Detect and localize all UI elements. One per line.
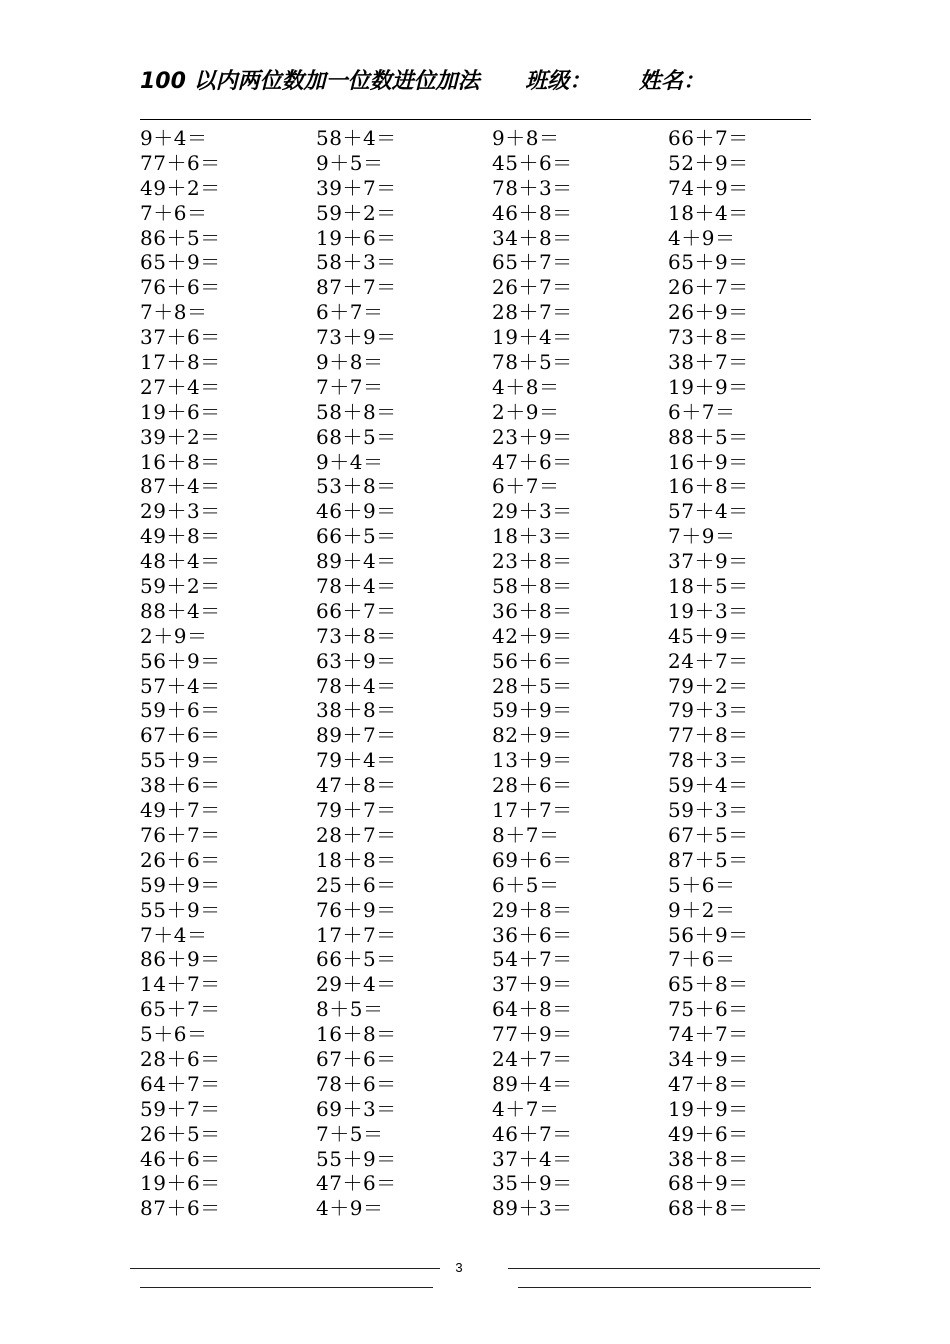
problem-cell: 66＋7＝ bbox=[668, 126, 749, 150]
problem-row bbox=[140, 151, 844, 176]
problem-row bbox=[140, 972, 844, 997]
problem-cell: 19＋4＝ bbox=[492, 325, 573, 350]
problem-cell: 27＋4＝ bbox=[140, 374, 221, 399]
problem-row bbox=[140, 474, 844, 499]
problem-cell: 73＋9＝ bbox=[316, 325, 397, 350]
problem-cell: 25＋6＝ bbox=[316, 872, 397, 897]
problem-cell: 16＋9＝ bbox=[668, 449, 749, 474]
problem-cell: 9＋8＝ bbox=[316, 350, 384, 375]
problem-cell: 6＋7＝ bbox=[492, 474, 560, 499]
problem-cell: 57＋4＝ bbox=[140, 673, 221, 698]
problem-cell: 37＋4＝ bbox=[492, 1146, 573, 1171]
problem-cell: 73＋8＝ bbox=[316, 623, 397, 648]
problem-cell: 7＋7＝ bbox=[316, 374, 384, 399]
problem-cell: 66＋7＝ bbox=[316, 598, 397, 623]
problem-row bbox=[140, 748, 844, 773]
problem-cell: 58＋3＝ bbox=[316, 250, 397, 275]
problem-cell: 35＋9＝ bbox=[492, 1171, 573, 1196]
problem-row bbox=[140, 674, 844, 699]
problem-cell: 67＋6＝ bbox=[316, 1046, 397, 1071]
problem-cell: 2＋9＝ bbox=[492, 399, 560, 424]
footer-line bbox=[518, 1287, 811, 1288]
problem-cell: 86＋5＝ bbox=[140, 225, 221, 250]
problem-cell: 47＋8＝ bbox=[668, 1071, 749, 1096]
problem-cell: 13＋9＝ bbox=[492, 748, 573, 773]
problem-cell: 65＋7＝ bbox=[492, 250, 573, 275]
problem-row bbox=[140, 624, 844, 649]
problem-cell: 19＋6＝ bbox=[316, 225, 397, 250]
problem-cell: 59＋3＝ bbox=[668, 798, 749, 823]
problem-cell: 58＋8＝ bbox=[316, 399, 397, 424]
problem-cell: 89＋4＝ bbox=[316, 549, 397, 574]
problem-cell: 79＋2＝ bbox=[668, 673, 749, 698]
page-number: 3 bbox=[450, 1260, 468, 1275]
problem-row bbox=[140, 250, 844, 275]
worksheet-title: 100 以内两位数加一位数进位加法 bbox=[140, 69, 480, 94]
problem-cell: 77＋9＝ bbox=[492, 1022, 573, 1047]
problem-cell: 58＋4＝ bbox=[316, 126, 397, 150]
problem-cell: 38＋8＝ bbox=[316, 698, 397, 723]
problem-cell: 16＋8＝ bbox=[316, 1022, 397, 1047]
problem-cell: 6＋7＝ bbox=[668, 399, 736, 424]
problem-cell: 18＋4＝ bbox=[668, 200, 749, 225]
problem-cell: 34＋9＝ bbox=[668, 1046, 749, 1071]
problem-cell: 5＋6＝ bbox=[140, 1022, 208, 1047]
problem-cell: 53＋8＝ bbox=[316, 474, 397, 499]
problem-row bbox=[140, 1196, 844, 1221]
problem-cell: 77＋8＝ bbox=[668, 723, 749, 748]
problem-cell: 54＋7＝ bbox=[492, 947, 573, 972]
problem-cell: 46＋8＝ bbox=[492, 200, 573, 225]
problem-cell: 46＋9＝ bbox=[316, 499, 397, 524]
problem-cell: 69＋6＝ bbox=[492, 847, 573, 872]
problem-cell: 26＋9＝ bbox=[668, 300, 749, 325]
problem-cell: 66＋5＝ bbox=[316, 947, 397, 972]
problem-row bbox=[140, 176, 844, 201]
problem-row bbox=[140, 723, 844, 748]
problem-cell: 28＋5＝ bbox=[492, 673, 573, 698]
footer-line bbox=[508, 1268, 820, 1269]
problem-cell: 52＋9＝ bbox=[668, 150, 749, 175]
problem-cell: 86＋9＝ bbox=[140, 947, 221, 972]
problem-cell: 64＋8＝ bbox=[492, 997, 573, 1022]
problem-row bbox=[140, 823, 844, 848]
problem-row bbox=[140, 1072, 844, 1097]
problem-cell: 59＋6＝ bbox=[140, 698, 221, 723]
problem-cell: 87＋6＝ bbox=[140, 1196, 221, 1221]
problem-cell: 9＋8＝ bbox=[492, 126, 560, 150]
problem-cell: 45＋9＝ bbox=[668, 623, 749, 648]
problem-row bbox=[140, 599, 844, 624]
problem-cell: 6＋5＝ bbox=[492, 872, 560, 897]
problem-cell: 9＋5＝ bbox=[316, 150, 384, 175]
problem-cell: 19＋3＝ bbox=[668, 598, 749, 623]
problem-cell: 78＋3＝ bbox=[668, 748, 749, 773]
problem-cell: 66＋5＝ bbox=[316, 524, 397, 549]
problem-cell: 8＋5＝ bbox=[316, 997, 384, 1022]
problem-cell: 47＋6＝ bbox=[316, 1171, 397, 1196]
problem-cell: 49＋7＝ bbox=[140, 798, 221, 823]
problem-row bbox=[140, 450, 844, 475]
problem-cell: 64＋7＝ bbox=[140, 1071, 221, 1096]
problem-cell: 49＋2＝ bbox=[140, 175, 221, 200]
problem-cell: 4＋9＝ bbox=[668, 225, 736, 250]
problem-cell: 75＋6＝ bbox=[668, 997, 749, 1022]
problem-cell: 76＋7＝ bbox=[140, 822, 221, 847]
problem-cell: 87＋5＝ bbox=[668, 847, 749, 872]
problem-cell: 29＋3＝ bbox=[140, 499, 221, 524]
problem-cell: 17＋8＝ bbox=[140, 350, 221, 375]
problem-cell: 59＋9＝ bbox=[140, 872, 221, 897]
problem-cell: 29＋8＝ bbox=[492, 897, 573, 922]
problem-cell: 9＋4＝ bbox=[140, 126, 208, 150]
problem-cell: 78＋5＝ bbox=[492, 350, 573, 375]
problem-cell: 87＋7＝ bbox=[316, 275, 397, 300]
problem-cell: 28＋7＝ bbox=[492, 300, 573, 325]
problem-cell: 39＋7＝ bbox=[316, 175, 397, 200]
problem-cell: 89＋7＝ bbox=[316, 723, 397, 748]
problem-cell: 65＋9＝ bbox=[668, 250, 749, 275]
problem-cell: 49＋8＝ bbox=[140, 524, 221, 549]
problem-row bbox=[140, 325, 844, 350]
problem-cell: 46＋6＝ bbox=[140, 1146, 221, 1171]
problem-cell: 23＋9＝ bbox=[492, 424, 573, 449]
problem-cell: 38＋6＝ bbox=[140, 773, 221, 798]
problem-cell: 26＋7＝ bbox=[668, 275, 749, 300]
problem-cell: 7＋8＝ bbox=[140, 300, 208, 325]
problem-cell: 38＋8＝ bbox=[668, 1146, 749, 1171]
problem-cell: 17＋7＝ bbox=[492, 798, 573, 823]
problem-cell: 56＋6＝ bbox=[492, 648, 573, 673]
problem-row bbox=[140, 773, 844, 798]
problem-row bbox=[140, 698, 844, 723]
problem-cell: 18＋8＝ bbox=[316, 847, 397, 872]
problem-cell: 59＋2＝ bbox=[140, 574, 221, 599]
problem-cell: 59＋4＝ bbox=[668, 773, 749, 798]
worksheet-header bbox=[140, 64, 705, 95]
problem-cell: 16＋8＝ bbox=[668, 474, 749, 499]
problem-cell: 37＋6＝ bbox=[140, 325, 221, 350]
problem-cell: 67＋5＝ bbox=[668, 822, 749, 847]
problem-cell: 78＋3＝ bbox=[492, 175, 573, 200]
problem-cell: 36＋6＝ bbox=[492, 922, 573, 947]
problem-cell: 9＋4＝ bbox=[316, 449, 384, 474]
problem-cell: 79＋4＝ bbox=[316, 748, 397, 773]
problem-row bbox=[140, 226, 844, 251]
problem-cell: 55＋9＝ bbox=[140, 748, 221, 773]
problem-cell: 42＋9＝ bbox=[492, 623, 573, 648]
problem-cell: 24＋7＝ bbox=[668, 648, 749, 673]
problem-cell: 76＋6＝ bbox=[140, 275, 221, 300]
problem-cell: 28＋6＝ bbox=[492, 773, 573, 798]
problem-row bbox=[140, 549, 844, 574]
problem-cell: 9＋2＝ bbox=[668, 897, 736, 922]
problem-cell: 89＋3＝ bbox=[492, 1196, 573, 1221]
problem-row bbox=[140, 848, 844, 873]
problem-cell: 24＋7＝ bbox=[492, 1046, 573, 1071]
problem-cell: 88＋4＝ bbox=[140, 598, 221, 623]
problem-row bbox=[140, 300, 844, 325]
problem-row bbox=[140, 574, 844, 599]
problem-cell: 65＋8＝ bbox=[668, 972, 749, 997]
problem-cell: 69＋3＝ bbox=[316, 1096, 397, 1121]
problem-row bbox=[140, 499, 844, 524]
problem-cell: 79＋3＝ bbox=[668, 698, 749, 723]
problem-cell: 26＋5＝ bbox=[140, 1121, 221, 1146]
problem-cell: 8＋7＝ bbox=[492, 822, 560, 847]
problem-row bbox=[140, 275, 844, 300]
problem-row bbox=[140, 947, 844, 972]
problem-cell: 4＋8＝ bbox=[492, 374, 560, 399]
problem-cell: 5＋6＝ bbox=[668, 872, 736, 897]
problem-cell: 36＋8＝ bbox=[492, 598, 573, 623]
problem-cell: 29＋3＝ bbox=[492, 499, 573, 524]
problem-cell: 18＋5＝ bbox=[668, 574, 749, 599]
problem-cell: 4＋9＝ bbox=[316, 1196, 384, 1221]
problem-cell: 67＋6＝ bbox=[140, 723, 221, 748]
problem-cell: 16＋8＝ bbox=[140, 449, 221, 474]
problem-cell: 19＋9＝ bbox=[668, 1096, 749, 1121]
problem-cell: 19＋6＝ bbox=[140, 1171, 221, 1196]
problem-row bbox=[140, 1097, 844, 1122]
problem-cell: 47＋6＝ bbox=[492, 449, 573, 474]
problem-cell: 17＋7＝ bbox=[316, 922, 397, 947]
problem-row bbox=[140, 798, 844, 823]
problem-cell: 79＋7＝ bbox=[316, 798, 397, 823]
name-label: 姓名： bbox=[638, 69, 705, 94]
problem-cell: 68＋5＝ bbox=[316, 424, 397, 449]
problem-cell: 55＋9＝ bbox=[140, 897, 221, 922]
problem-cell: 37＋9＝ bbox=[668, 549, 749, 574]
problem-cell: 34＋8＝ bbox=[492, 225, 573, 250]
problem-row bbox=[140, 997, 844, 1022]
problem-row bbox=[140, 375, 844, 400]
problem-cell: 38＋7＝ bbox=[668, 350, 749, 375]
problem-row bbox=[140, 425, 844, 450]
problem-cell: 7＋4＝ bbox=[140, 922, 208, 947]
problem-cell: 78＋6＝ bbox=[316, 1071, 397, 1096]
problem-cell: 56＋9＝ bbox=[668, 922, 749, 947]
problem-cell: 78＋4＝ bbox=[316, 673, 397, 698]
problem-cell: 65＋7＝ bbox=[140, 997, 221, 1022]
problem-row bbox=[140, 1147, 844, 1172]
problem-row bbox=[140, 649, 844, 674]
problem-grid bbox=[140, 126, 844, 1221]
problem-cell: 23＋8＝ bbox=[492, 549, 573, 574]
problem-cell: 45＋6＝ bbox=[492, 150, 573, 175]
problem-row bbox=[140, 350, 844, 375]
problem-row bbox=[140, 126, 844, 151]
problem-cell: 74＋9＝ bbox=[668, 175, 749, 200]
problem-cell: 46＋7＝ bbox=[492, 1121, 573, 1146]
problem-cell: 19＋6＝ bbox=[140, 399, 221, 424]
problem-cell: 26＋7＝ bbox=[492, 275, 573, 300]
problem-cell: 28＋7＝ bbox=[316, 822, 397, 847]
problem-cell: 59＋9＝ bbox=[492, 698, 573, 723]
problem-cell: 68＋8＝ bbox=[668, 1196, 749, 1221]
class-label: 班级： bbox=[525, 69, 592, 94]
problem-cell: 37＋9＝ bbox=[492, 972, 573, 997]
problem-cell: 77＋6＝ bbox=[140, 150, 221, 175]
problem-cell: 26＋6＝ bbox=[140, 847, 221, 872]
problem-cell: 14＋7＝ bbox=[140, 972, 221, 997]
problem-cell: 78＋4＝ bbox=[316, 574, 397, 599]
problem-cell: 29＋4＝ bbox=[316, 972, 397, 997]
problem-row bbox=[140, 923, 844, 948]
problem-cell: 47＋8＝ bbox=[316, 773, 397, 798]
problem-row bbox=[140, 524, 844, 549]
problem-cell: 57＋4＝ bbox=[668, 499, 749, 524]
problem-cell: 39＋2＝ bbox=[140, 424, 221, 449]
problem-cell: 48＋4＝ bbox=[140, 549, 221, 574]
problem-cell: 87＋4＝ bbox=[140, 474, 221, 499]
problem-cell: 7＋6＝ bbox=[140, 200, 208, 225]
problem-cell: 59＋7＝ bbox=[140, 1096, 221, 1121]
problem-cell: 59＋2＝ bbox=[316, 200, 397, 225]
problem-row bbox=[140, 400, 844, 425]
problem-cell: 28＋6＝ bbox=[140, 1046, 221, 1071]
footer-line bbox=[140, 1287, 433, 1288]
problem-cell: 89＋4＝ bbox=[492, 1071, 573, 1096]
problem-row bbox=[140, 1022, 844, 1047]
problem-cell: 19＋9＝ bbox=[668, 374, 749, 399]
problem-cell: 7＋5＝ bbox=[316, 1121, 384, 1146]
problem-cell: 82＋9＝ bbox=[492, 723, 573, 748]
problem-cell: 55＋9＝ bbox=[316, 1146, 397, 1171]
problem-cell: 76＋9＝ bbox=[316, 897, 397, 922]
problem-cell: 68＋9＝ bbox=[668, 1171, 749, 1196]
header-divider bbox=[140, 119, 811, 120]
problem-row bbox=[140, 898, 844, 923]
problem-row bbox=[140, 1047, 844, 1072]
problem-cell: 7＋6＝ bbox=[668, 947, 736, 972]
problem-row bbox=[140, 201, 844, 226]
problem-row bbox=[140, 1122, 844, 1147]
problem-cell: 56＋9＝ bbox=[140, 648, 221, 673]
problem-cell: 7＋9＝ bbox=[668, 524, 736, 549]
problem-cell: 63＋9＝ bbox=[316, 648, 397, 673]
problem-row bbox=[140, 1171, 844, 1196]
problem-cell: 65＋9＝ bbox=[140, 250, 221, 275]
problem-cell: 49＋6＝ bbox=[668, 1121, 749, 1146]
problem-cell: 58＋8＝ bbox=[492, 574, 573, 599]
problem-cell: 73＋8＝ bbox=[668, 325, 749, 350]
problem-cell: 18＋3＝ bbox=[492, 524, 573, 549]
problem-cell: 74＋7＝ bbox=[668, 1022, 749, 1047]
footer-line bbox=[130, 1268, 440, 1269]
problem-cell: 6＋7＝ bbox=[316, 300, 384, 325]
problem-cell: 88＋5＝ bbox=[668, 424, 749, 449]
problem-row bbox=[140, 873, 844, 898]
problem-cell: 4＋7＝ bbox=[492, 1096, 560, 1121]
problem-cell: 2＋9＝ bbox=[140, 623, 208, 648]
